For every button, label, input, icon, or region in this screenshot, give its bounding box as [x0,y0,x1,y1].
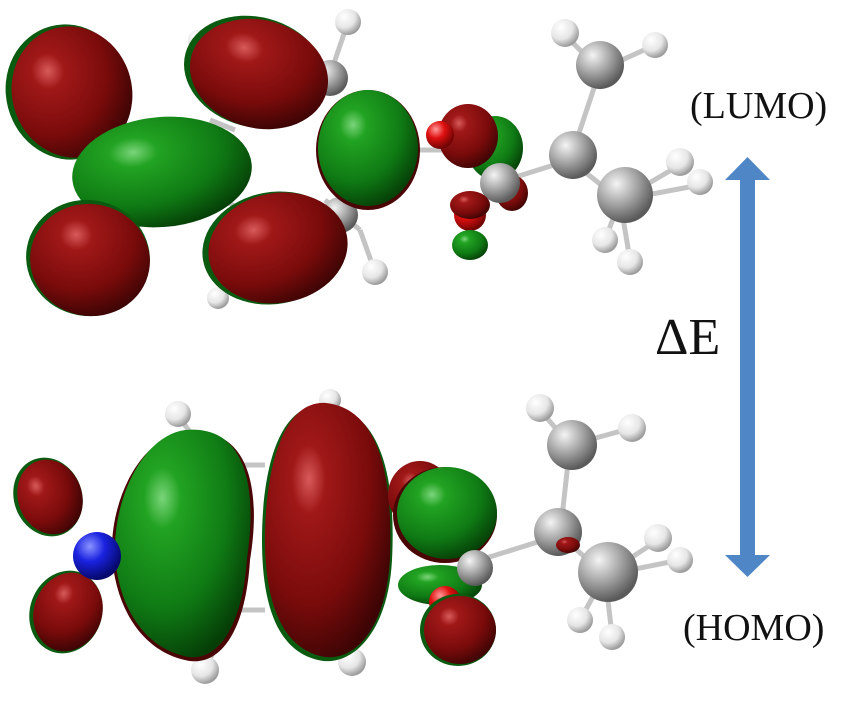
homo-orbital-icon [2,389,693,684]
energy-gap-label: ΔE [655,309,721,366]
lumo-label: (LUMO) [690,85,828,127]
double-headed-arrow-icon [725,157,770,577]
lumo-orbital-icon [0,0,713,326]
homo-label: (HOMO) [683,607,825,649]
